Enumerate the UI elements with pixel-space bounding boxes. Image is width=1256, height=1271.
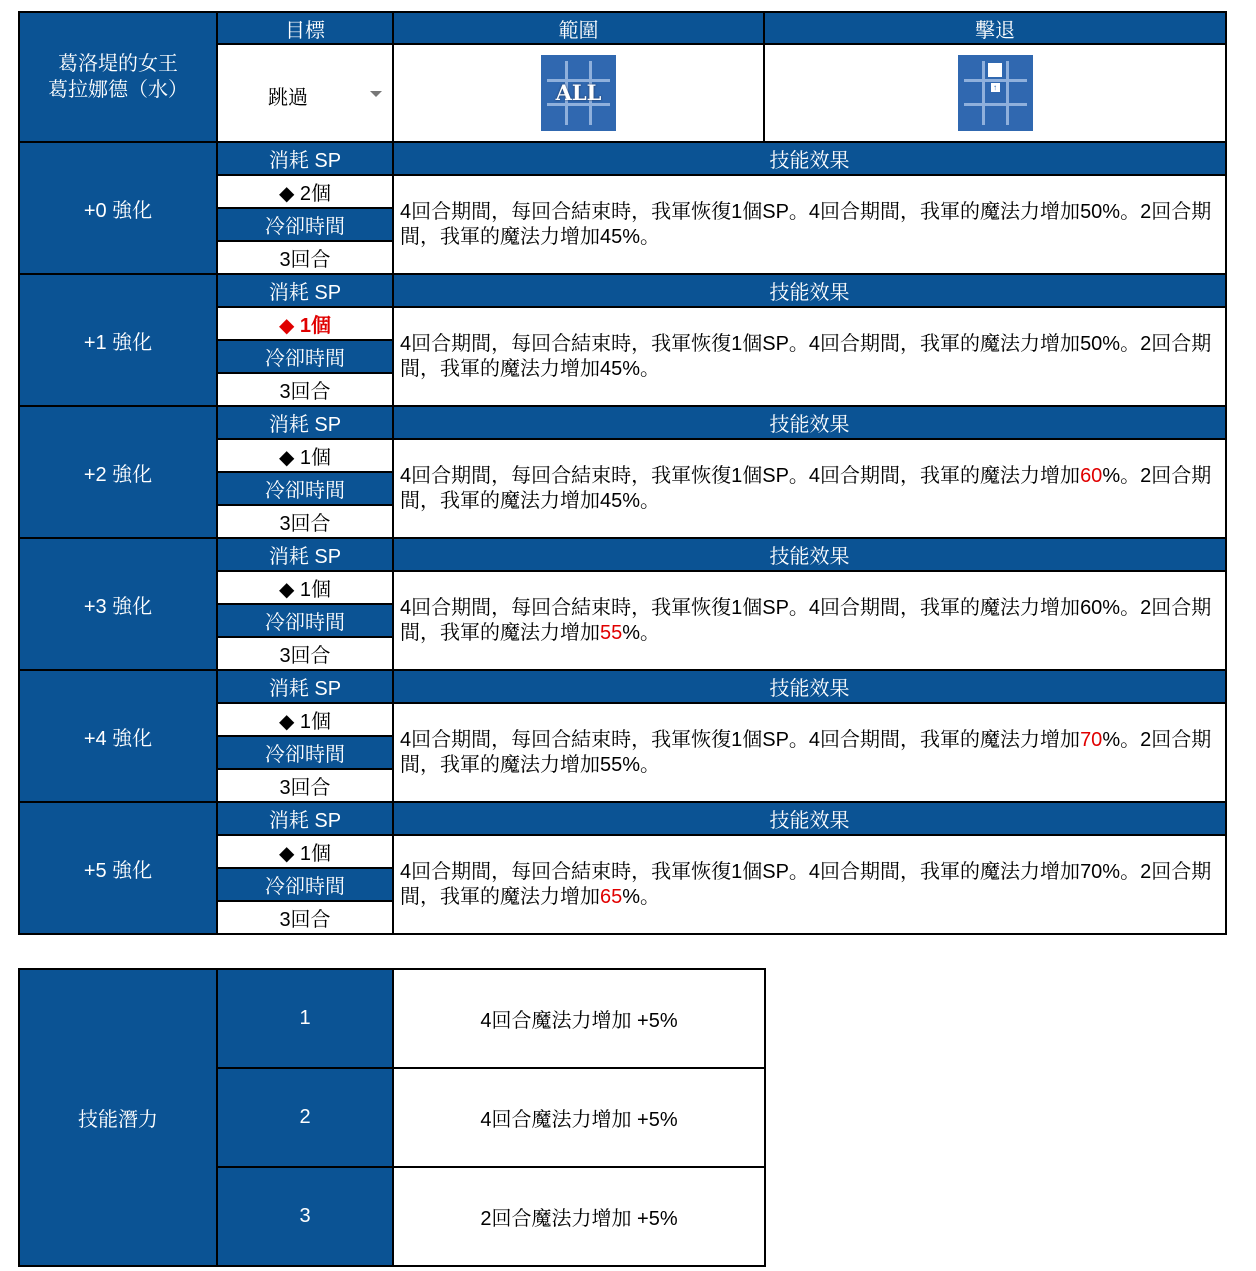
cooldown-header: 冷卻時間	[217, 868, 393, 901]
level-label: +1 強化	[19, 274, 217, 406]
level-label: +2 強化	[19, 406, 217, 538]
skill-effect-text: 4回合期間，每回合結束時，我軍恢復1個SP。4回合期間，我軍的魔法力增加70%。2回合期間，我軍的魔法力增加65%。	[393, 835, 1226, 934]
cooldown-value: 3回合	[217, 769, 393, 802]
sp-cost-value: ◆ 1個	[217, 703, 393, 736]
cooldown-header: 冷卻時間	[217, 736, 393, 769]
cooldown-header: 冷卻時間	[217, 472, 393, 505]
skill-effect-header: 技能效果	[393, 538, 1226, 571]
range-header: 範圍	[393, 12, 764, 44]
level-label: +0 強化	[19, 142, 217, 274]
character-name	[19, 12, 217, 142]
skill-effect-text: 4回合期間，每回合結束時，我軍恢復1個SP。4回合期間，我軍的魔法力增加70%。2回合期間，我軍的魔法力增加55%。	[393, 703, 1226, 802]
sp-cost-header: 消耗 SP	[217, 538, 393, 571]
potential-number: 2	[217, 1068, 393, 1167]
skill-effect-header: 技能效果	[393, 802, 1226, 835]
target-dropdown[interactable]	[218, 45, 392, 141]
arrow-up-icon: ↑	[991, 83, 1000, 92]
potential-number: 3	[217, 1167, 393, 1266]
dropdown-arrow-icon	[370, 91, 382, 97]
knockback-cell	[764, 44, 1226, 142]
sp-cost-header: 消耗 SP	[217, 274, 393, 307]
potential-number: 1	[217, 969, 393, 1068]
cooldown-header: 冷卻時間	[217, 604, 393, 637]
sp-cost-header: 消耗 SP	[217, 802, 393, 835]
target-cell	[217, 44, 393, 142]
skill-table	[18, 11, 1227, 935]
target-header: 目標	[217, 12, 393, 44]
potential-value: 2回合魔法力增加 +5%	[393, 1167, 765, 1266]
sp-cost-value: ◆ 1個	[217, 307, 393, 340]
sp-cost-value: ◆ 2個	[217, 175, 393, 208]
potential-value: 4回合魔法力增加 +5%	[393, 969, 765, 1068]
cooldown-value: 3回合	[217, 241, 393, 274]
sp-cost-header: 消耗 SP	[217, 142, 393, 175]
character-name-line1: 葛洛堤的女王	[58, 53, 178, 75]
all-range-icon	[541, 55, 616, 131]
sp-cost-value: ◆ 1個	[217, 835, 393, 868]
all-range-label: ALL	[555, 80, 602, 105]
skill-effect-header: 技能效果	[393, 142, 1226, 175]
cooldown-header: 冷卻時間	[217, 340, 393, 373]
skill-effect-header: 技能效果	[393, 670, 1226, 703]
sp-cost-value: ◆ 1個	[217, 439, 393, 472]
skill-effect-text: 4回合期間，每回合結束時，我軍恢復1個SP。4回合期間，我軍的魔法力增加60%。2回合期間，我軍的魔法力增加45%。	[393, 439, 1226, 538]
target-dropdown-value: 跳過	[268, 87, 308, 109]
sp-cost-value: ◆ 1個	[217, 571, 393, 604]
sp-cost-header: 消耗 SP	[217, 670, 393, 703]
cooldown-value: 3回合	[217, 901, 393, 934]
level-label: +4 強化	[19, 670, 217, 802]
skill-effect-header: 技能效果	[393, 274, 1226, 307]
skill-effect-text: 4回合期間，每回合結束時，我軍恢復1個SP。4回合期間，我軍的魔法力增加50%。2回合期間，我軍的魔法力增加45%。	[393, 175, 1226, 274]
knockback-target-box	[988, 63, 1002, 77]
cooldown-value: 3回合	[217, 373, 393, 406]
skill-effect-text: 4回合期間，每回合結束時，我軍恢復1個SP。4回合期間，我軍的魔法力增加60%。2回合期間，我軍的魔法力增加55%。	[393, 571, 1226, 670]
level-label: +5 強化	[19, 802, 217, 934]
cooldown-header: 冷卻時間	[217, 208, 393, 241]
sp-cost-header: 消耗 SP	[217, 406, 393, 439]
knockback-up-icon	[958, 55, 1033, 131]
potential-label: 技能潛力	[19, 969, 217, 1266]
cooldown-value: 3回合	[217, 637, 393, 670]
skill-effect-header: 技能效果	[393, 406, 1226, 439]
character-name-line2: 葛拉娜德（水）	[48, 79, 188, 101]
level-label: +3 強化	[19, 538, 217, 670]
cooldown-value: 3回合	[217, 505, 393, 538]
skill-effect-text: 4回合期間，每回合結束時，我軍恢復1個SP。4回合期間，我軍的魔法力增加50%。2回合期間，我軍的魔法力增加45%。	[393, 307, 1226, 406]
potential-value: 4回合魔法力增加 +5%	[393, 1068, 765, 1167]
range-cell	[393, 44, 764, 142]
knockback-header: 擊退	[764, 12, 1226, 44]
potential-table	[18, 968, 766, 1267]
